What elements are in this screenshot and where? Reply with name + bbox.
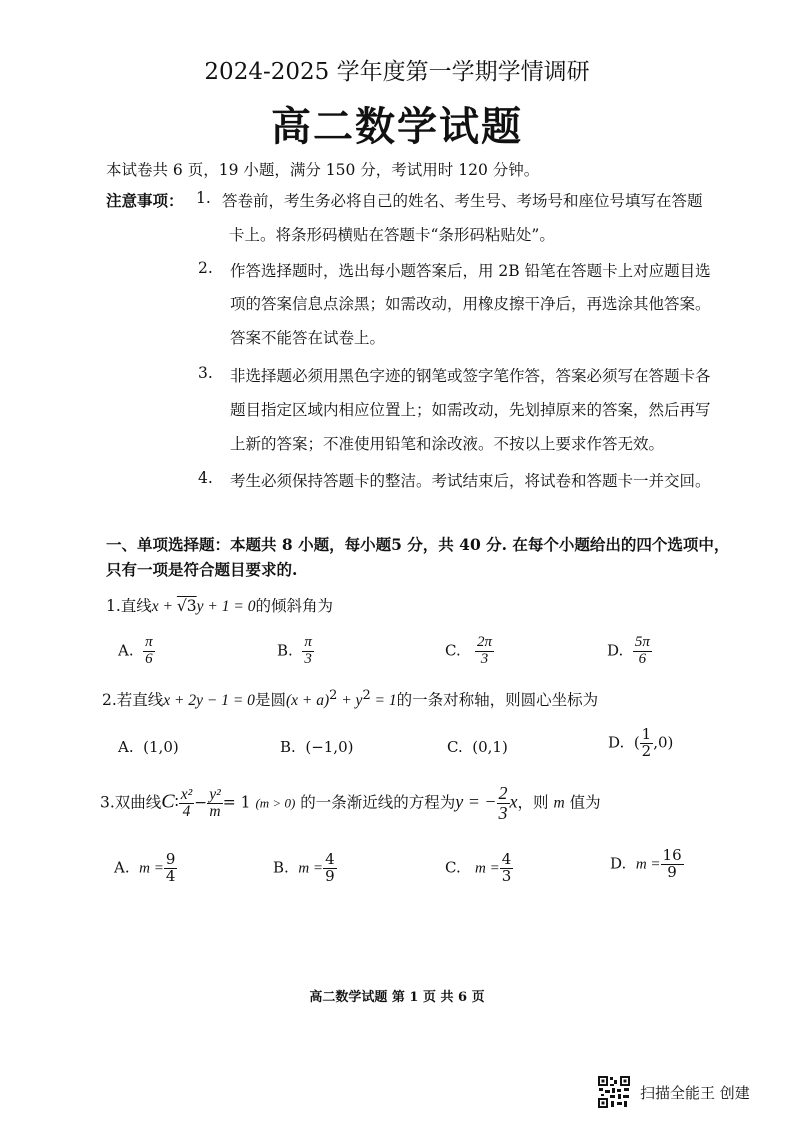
fraction-numerator: π <box>304 634 312 650</box>
question-2-text: 是圆 <box>254 691 286 710</box>
exponent: 2 <box>329 688 338 703</box>
notice-line: 答案不能答在试卷上。 <box>230 329 386 347</box>
scanner-watermark: 扫描全能王 创建 <box>640 1084 750 1102</box>
notice-line: 上新的答案；不准使用铅笔和涂改液。不按以上要求作答无效。 <box>230 435 665 453</box>
question-2-expr: x + 2y − 1 = 0 <box>163 692 255 710</box>
fraction-denominator: 4 <box>165 866 176 885</box>
option-label: C. <box>445 858 461 877</box>
option-a[interactable] <box>118 738 179 756</box>
question-2 <box>102 688 598 710</box>
notice-line: 题目指定区域内相应位置上；如需改动，先划掉原来的答案，然后再写 <box>230 401 711 419</box>
question-1-suffix: 的倾斜角为 <box>255 597 333 615</box>
fraction-numerator: 16 <box>662 846 682 864</box>
option-label: C. <box>447 738 463 756</box>
sqrt-symbol: √3 <box>176 597 197 615</box>
question-1 <box>106 594 333 616</box>
section-heading <box>106 532 729 582</box>
hyperbola-name: C <box>161 790 175 813</box>
fraction-denominator: 6 <box>145 650 153 667</box>
question-3-suffix: 值为 <box>569 793 601 812</box>
option-c[interactable] <box>447 738 508 756</box>
fraction-denominator: 4 <box>182 802 191 820</box>
fraction-denominator: 3 <box>480 650 489 667</box>
option-d[interactable] <box>608 727 673 760</box>
notice-line: 卡上。将条形码横贴在答题卡“条形码粘贴处”。 <box>229 226 555 244</box>
question-2-suffix: 的一条对称轴，则圆心坐标为 <box>396 691 599 710</box>
fraction-numerator: 5π <box>634 634 650 650</box>
option-lhs: m = <box>298 860 324 877</box>
option-label: B. <box>273 858 289 877</box>
option-a[interactable] <box>118 635 155 668</box>
section-heading-line: 只有一项是符合题目要求的. <box>106 560 298 579</box>
option-label: D. <box>607 641 624 660</box>
fraction-numerator: y² <box>209 785 221 803</box>
notice-item-number: 1. <box>196 189 211 207</box>
condition: (m > 0) <box>255 795 296 811</box>
question-3-expr: y = − <box>455 791 497 812</box>
option-c[interactable] <box>445 852 513 885</box>
question-3-expr: x <box>509 791 518 812</box>
page-title: 高二数学试题 <box>271 103 523 150</box>
option-label: B. <box>277 641 293 660</box>
notice-line: 答卷前，考生务必将自己的姓名、考生号、考场号和座位号填写在答题 <box>222 192 703 210</box>
exam-header: 2024-2025 学年度第一学期学情调研 <box>204 59 590 85</box>
question-2-expr: (x + a) <box>285 692 330 710</box>
option-b[interactable] <box>280 738 353 756</box>
option-b[interactable] <box>273 852 337 885</box>
option-d[interactable] <box>607 635 652 668</box>
colon: ∶ <box>174 793 179 812</box>
fraction-denominator: 3 <box>498 802 508 823</box>
fraction-denominator: 9 <box>667 862 677 881</box>
question-2-expr: + y <box>337 692 363 710</box>
option-label: B. <box>280 738 296 756</box>
notice-heading: 注意事项： <box>106 191 184 210</box>
qr-code-icon <box>597 1075 631 1109</box>
option-b[interactable] <box>277 635 314 668</box>
fraction-numerator: π <box>145 634 153 650</box>
fraction-numerator: 1 <box>641 725 652 743</box>
section-heading-line: 一、单项选择题：本题共 8 小题，每小题5 分，共 40 分. 在每个小题给出的四个选项中， <box>106 535 730 554</box>
option-lhs: m = <box>139 860 164 877</box>
fraction-numerator: x² <box>180 785 193 803</box>
minus-sign: − <box>194 793 208 812</box>
option-value: ( <box>633 733 640 752</box>
option-c[interactable] <box>445 635 494 668</box>
notice-line: 考生必须保持答题卡的整洁。考试结束后，将试卷和答题卡一并交回。 <box>230 472 711 490</box>
notice-line: 非选择题必须用黑色字迹的钢笔或签字笔作答，答案必须写在答题卡各 <box>230 367 711 385</box>
fraction-numerator: 4 <box>325 850 335 868</box>
option-value: ,0) <box>653 733 674 752</box>
question-2-prefix: 2.若直线 <box>102 691 164 710</box>
option-a[interactable] <box>114 852 177 885</box>
fraction-denominator: 6 <box>638 650 647 667</box>
notice-line: 作答选择题时，选出每小题答案后，用 2B 铅笔在答题卡上对应题目选 <box>230 262 711 280</box>
fraction-denominator: 3 <box>304 650 312 667</box>
question-1-prefix: 1.直线 <box>106 597 152 615</box>
option-label: D. <box>610 854 627 873</box>
question-3-prefix: 3.双曲线 <box>100 793 162 812</box>
option-d[interactable] <box>610 848 684 881</box>
question-1-expr: x + <box>151 598 177 615</box>
exam-intro: 本试卷共 6 页，19 小题，满分 150 分，考试用时 120 分钟。 <box>106 161 540 179</box>
page-footer: 高二数学试题 第 1 页 共 6 页 <box>309 990 485 1005</box>
option-label: D. <box>608 733 625 752</box>
fraction-numerator: 2π <box>477 634 493 650</box>
notice-item-number: 4. <box>198 469 213 487</box>
fraction-denominator: 9 <box>325 866 335 885</box>
fraction-denominator: 3 <box>501 866 512 885</box>
fraction-numerator: 2 <box>498 783 508 803</box>
option-value: (0,1) <box>472 738 508 756</box>
variable-m: m <box>553 794 565 812</box>
option-label: C. <box>445 641 461 660</box>
fraction-denominator: 2 <box>641 741 652 760</box>
option-label: A. <box>118 641 134 660</box>
equals-one: = 1 <box>222 793 251 812</box>
exponent: 2 <box>362 688 371 703</box>
option-value: (−1,0) <box>305 738 354 756</box>
question-3 <box>100 784 601 823</box>
fraction-numerator: 9 <box>165 850 176 868</box>
question-2-expr: = 1 <box>370 692 397 710</box>
option-value: (1,0) <box>143 738 179 756</box>
option-label: A. <box>114 858 130 877</box>
notice-item-number: 3. <box>198 364 213 382</box>
notice-item-number: 2. <box>198 259 213 277</box>
fraction-denominator: m <box>209 802 221 820</box>
option-lhs: m = <box>635 856 661 873</box>
question-3-suffix: ，则 <box>517 793 549 812</box>
option-lhs: m = <box>475 860 500 877</box>
question-1-expr: y + 1 = 0 <box>196 598 256 615</box>
fraction-numerator: 4 <box>501 850 512 868</box>
question-3-text: 的一条渐近线的方程为 <box>300 793 456 812</box>
notice-line: 项的答案信息点涂黑；如需改动，用橡皮擦干净后，再选涂其他答案。 <box>230 295 711 313</box>
option-label: A. <box>118 738 134 756</box>
